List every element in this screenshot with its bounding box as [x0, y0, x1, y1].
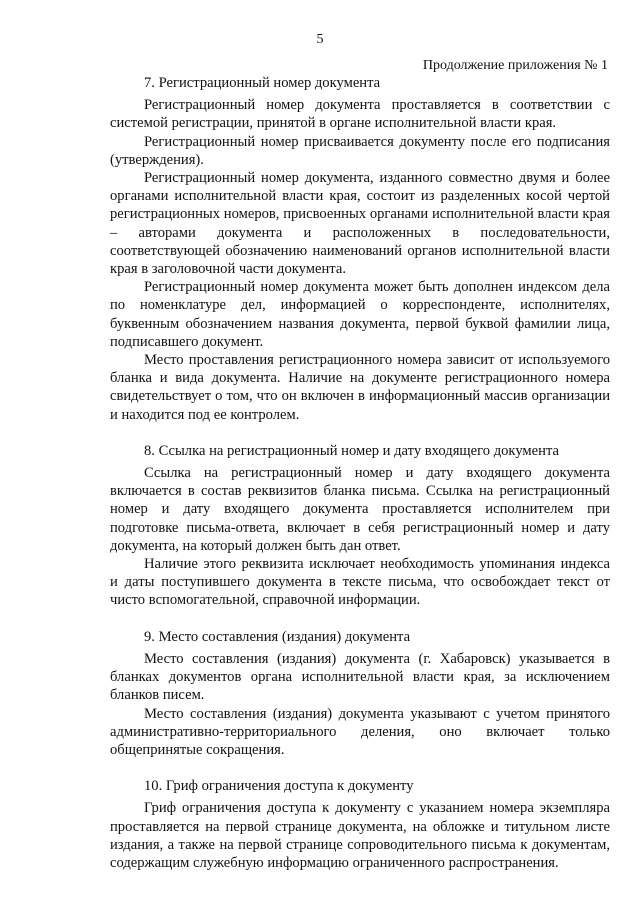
- section-heading: 10. Гриф ограничения доступа к документу: [144, 778, 414, 795]
- paragraph: Ссылка на регистрационный номер и дату входящего документа включается в состав реквизитов бланка письма. Ссылка на регистрационный номер и дату входящего документа проставляется исполнителем при подготовке письма-ответа, включает в себя регистрационный номер и дату документа, на который должен быть дан ответ.: [110, 465, 610, 554]
- paragraph: Место составления (издания) документа (г. Хабаровск) указывается в бланках документов органа исполнительной власти края, за исключением бланков писем.: [110, 650, 610, 704]
- paragraph: Регистрационный номер присваивается документу после его подписания (утверждения).: [110, 133, 610, 168]
- paragraph: Место проставления регистрационного номера зависит от используемого бланка и вида документа. Наличие на документе регистрационного номера свидетельствует о том, что он включен в информационный массив организации и находится под ее контролем.: [110, 352, 610, 423]
- paragraph: Регистрационный номер документа проставляется в соответствии с системой регистрации, принятой в органе исполнительной власти края.: [110, 97, 610, 132]
- section-10: [110, 777, 610, 872]
- section-9: [110, 628, 610, 759]
- paragraph: Регистрационный номер документа может быть дополнен индексом дела по номенклатуре дел, информацией о корреспонденте, исполнителях, буквенным обозначением названия документа, первой буквой фамилии лица, подписавшего документ.: [110, 279, 610, 350]
- section-heading: 8. Ссылка на регистрационный номер и дату входящего документа: [144, 442, 559, 459]
- section-7: [110, 74, 610, 424]
- paragraph: Гриф ограничения доступа к документу с указанием номера экземпляра проставляется на первой странице документа, на обложке и титульном листе издания, а также на первой странице сопроводительного письма к документам, содержащим служебную информацию ограниченного распространения.: [110, 800, 610, 871]
- page-number: 5: [316, 32, 324, 47]
- paragraph: Регистрационный номер документа, изданного совместно двумя и более органами исполнительной власти края, состоит из разделенных косой чертой регистрационных номеров, присвоенных органами исполнительной власти края – авторами документа и расположенных в последовательности, соответствующей обозначению наименований органов исполнительной власти края в заголовочной части документа.: [110, 170, 610, 278]
- section-heading: 9. Место составления (издания) документа: [144, 628, 411, 645]
- paragraph: Наличие этого реквизита исключает необходимость упоминания индекса и даты поступившего документа в тексте письма, что освобождает текст от чисто вспомогательной, справочной информации.: [110, 556, 610, 609]
- section-heading: 7. Регистрационный номер документа: [144, 75, 381, 91]
- section-8: [110, 442, 610, 610]
- paragraph: Место составления (издания) документа указывают с учетом принятого административно-территориального деления, оно включает только общепринятые сокращения.: [110, 705, 610, 758]
- appendix-note: Продолжение приложения № 1: [422, 58, 608, 73]
- document-body: [110, 74, 610, 872]
